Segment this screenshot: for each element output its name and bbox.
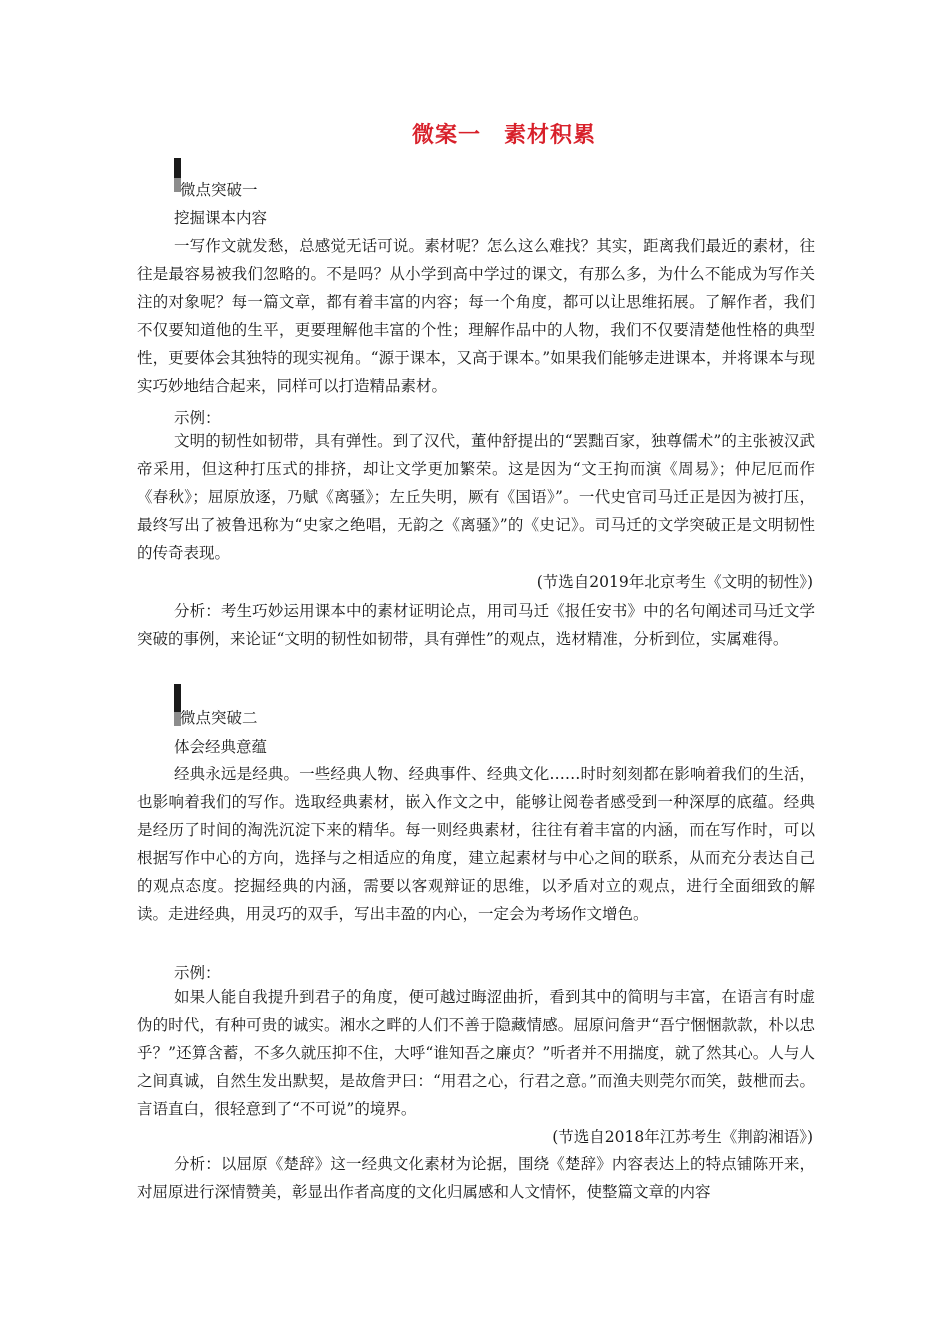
example-source-1: (节选自2019年北京考生《文明的韧性》): [536, 573, 813, 591]
example-source-2: (节选自2018年江苏考生《荆韵湘语》): [552, 1128, 813, 1146]
section-heading-text: 微点突破一: [180, 181, 258, 199]
example-label-2: 示例：: [174, 964, 221, 982]
section-heading-1: [174, 180, 258, 200]
analysis-text-1: 分析：考生巧妙运用课本中的素材证明论点，用司马迁《报任安书》中的名句阐述司马迁文学突破的事例，来论证“文明的韧性如韧带，具有弹性”的观点，选材精准，分析到位，实属难得。: [137, 602, 815, 648]
section-heading-text: 微点突破二: [180, 709, 258, 727]
section-intro-2: 经典永远是经典。一些经典人物、经典事件、经典文化……时时刻刻都在影响着我们的生活，也影响着我们的写作。选取经典素材，嵌入作文之中，能够让阅卷者感受到一种深厚的底蕴。经典是经历了时间的淘洗沉淀下来的精华。每一则经典素材，往往有着丰富的内涵，而在写作时，可以根据写作中心的方向，选择与之相适应的角度，建立起素材与中心之间的联系，从而充分表达自己的观点态度。挖掘经典的内涵，需要以客观辩证的思维，以矛盾对立的观点，进行全面细致的解读。走进经典，用灵巧的双手，写出丰盈的内心，一定会为考场作文增色。: [137, 765, 815, 923]
example-text-1: 文明的韧性如韧带，具有弹性。到了汉代，董仲舒提出的“罢黜百家，独尊儒术”的主张被汉武帝采用，但这种打压式的排挤，却让文学更加繁荣。这是因为“文王拘而演《周易》；仲尼厄而作《春秋》；屈原放逐，乃赋《离骚》；左丘失明，厥有《国语》”。一代史官司马迁正是因为被打压，最终写出了被鲁迅称为“史家之绝唱，无韵之《离骚》”的《史记》。司马迁的文学突破正是文明韧性的传奇表现。: [137, 432, 815, 562]
section-subheading-1: 挖掘课本内容: [174, 209, 268, 227]
page-title: 微案一 素材积累: [411, 123, 596, 148]
section-heading-2: [174, 708, 258, 728]
example-text-2: 如果人能自我提升到君子的角度，便可越过晦涩曲折，看到其中的简明与丰富，在语言有时虚伪的时代，有种可贵的诚实。湘水之畔的人们不善于隐藏情感。屈原问詹尹“吾宁悃悃款款，朴以忠乎？”还算含蓄，不多久就压抑不住，大呼“谁知吾之廉贞？”听者并不用揣度，就了然其心。人与人之间真诚，自然生发出默契，是故詹尹曰：“用君之心，行君之意。”而渔夫则莞尔而笑，鼓枻而去。言语直白，很轻意到了“不可说”的境界。: [137, 988, 815, 1118]
analysis-text-2: 分析：以屈原《楚辞》这一经典文化素材为论据，围绕《楚辞》内容表达上的特点铺陈开来，对屈原进行深情赞美，彰显出作者高度的文化归属感和人文情怀，使整篇文章的内容: [137, 1155, 815, 1201]
section-subheading-2: 体会经典意蕴: [174, 738, 268, 756]
section-intro-1: 一写作文就发愁，总感觉无话可说。素材呢？怎么这么难找？其实，距离我们最近的素材，往往是最容易被我们忽略的。不是吗？从小学到高中学过的课文，有那么多，为什么不能成为写作关注的对象呢？每一篇文章，都有着丰富的内容；每一个角度，都可以让思维拓展。了解作者，我们不仅要知道他的生平，更要理解他丰富的个性；理解作品中的人物，我们不仅要清楚他性格的典型性，更要体会其独特的现实视角。“源于课本，又高于课本。”如果我们能够走进课本，并将课本与现实巧妙地结合起来，同样可以打造精品素材。: [137, 237, 815, 395]
example-label-1: 示例：: [174, 409, 221, 427]
